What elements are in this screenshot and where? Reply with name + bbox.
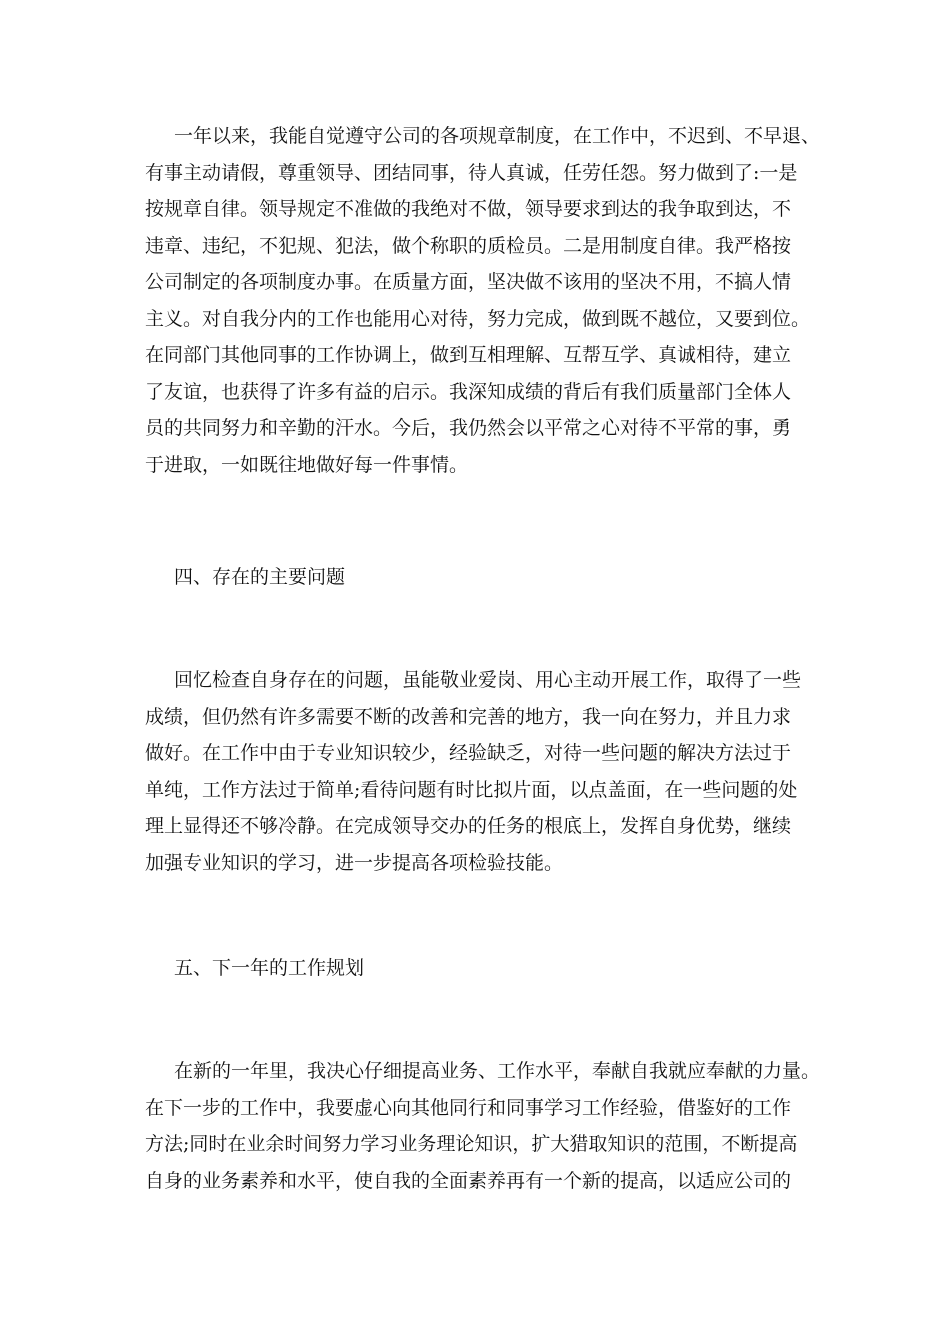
paragraph-line: 自身的业务素养和水平，使自我的全面素养再有一个新的提高，以适应公司的 <box>145 1169 792 1192</box>
section-heading-main-problems <box>145 559 835 596</box>
paragraph-problems <box>145 662 835 881</box>
paragraph-line: 一年以来，我能自觉遵守公司的各项规章制度，在工作中，不迟到、不早退、 <box>174 125 821 147</box>
paragraph-line: 于进取，一如既往地做好每一件事情。 <box>145 453 469 476</box>
paragraph-line: 在同部门其他同事的工作协调上，做到互相理解、互帮互学、真诚相待，建立 <box>145 344 792 366</box>
paragraph-line: 员的共同努力和辛勤的汗水。今后，我仍然会以平常之心对待不平常的事，勇 <box>145 417 792 439</box>
paragraph-line: 了友谊，也获得了许多有益的启示。我深知成绩的背后有我们质量部门全体人 <box>145 380 792 403</box>
paragraph-line: 主义。对自我分内的工作也能用心对待，努力完成，做到既不越位，又要到位。 <box>145 307 811 330</box>
paragraph-line: 成绩，但仍然有许多需要不断的改善和完善的地方，我一向在努力，并且力求 <box>145 705 792 728</box>
paragraph-line: 有事主动请假，尊重领导、团结同事，待人真诚，任劳任怨。努力做到了:一是 <box>145 161 798 184</box>
paragraph-line: 公司制定的各项制度办事。在质量方面，坚决做不该用的坚决不用，不搞人情 <box>145 271 792 293</box>
paragraph-line: 单纯，工作方法过于简单;看待问题有时比拟片面，以点盖面，在一些问题的处 <box>145 778 798 801</box>
paragraph-line: 方法;同时在业余时间努力学习业务理论知识，扩大猎取知识的范围，不断提高 <box>145 1133 798 1155</box>
paragraph-work-discipline <box>145 118 835 483</box>
paragraph-line: 做好。在工作中由于专业知识较少，经验缺乏，对待一些问题的解决方法过于 <box>145 742 792 764</box>
paragraph-line: 回忆检查自身存在的问题，虽能敬业爱岗、用心主动开展工作，取得了一些 <box>174 669 802 691</box>
section-heading-next-year-plan <box>145 950 835 987</box>
paragraph-line: 按规章自律。领导规定不准做的我绝对不做，领导要求到达的我争取到达，不 <box>145 198 792 220</box>
paragraph-line: 违章、违纪，不犯规、犯法，做个称职的质检员。二是用制度自律。我严格按 <box>145 234 792 257</box>
paragraph-line: 加强专业知识的学习，进一步提高各项检验技能。 <box>145 851 564 874</box>
section-heading: 四、存在的主要问题 <box>174 566 346 588</box>
paragraph-line: 理上显得还不够冷静。在完成领导交办的任务的根底上，发挥自身优势，继续 <box>145 815 792 837</box>
section-heading: 五、下一年的工作规划 <box>174 957 365 979</box>
paragraph-line: 在新的一年里，我决心仔细提高业务、工作水平，奉献自我就应奉献的力量。 <box>174 1060 821 1082</box>
paragraph-line: 在下一步的工作中，我要虚心向其他同行和同事学习工作经验，借鉴好的工作 <box>145 1096 792 1119</box>
paragraph-next-year-plan <box>145 1053 835 1199</box>
